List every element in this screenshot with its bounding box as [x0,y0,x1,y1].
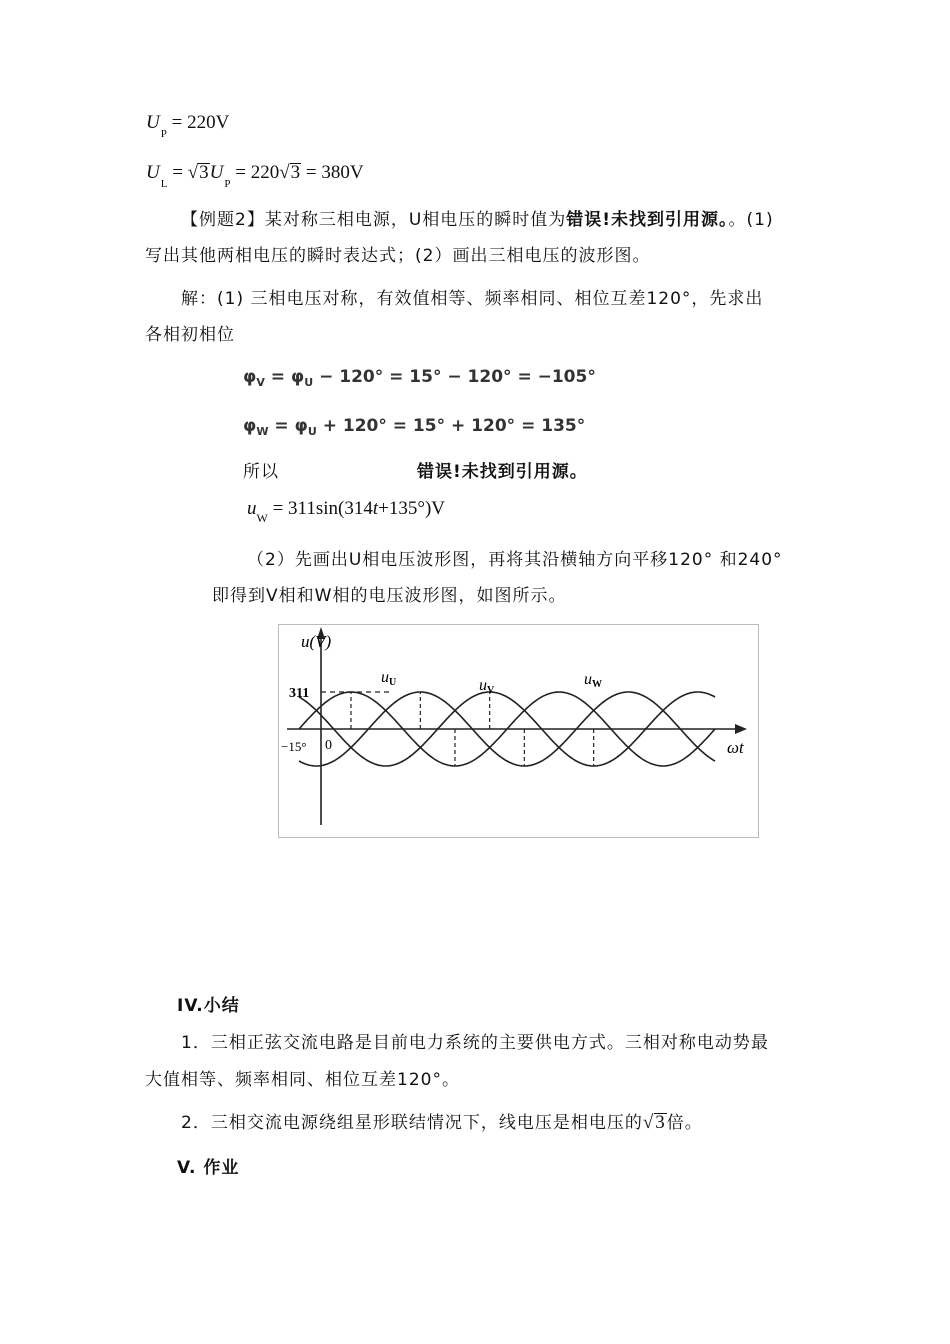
waveform-figure [278,624,759,838]
summary-p1-line1: 1．三相正弦交流电路是目前电力系统的主要供电方式。三相对称电动势最 [181,1033,769,1053]
neg15-label: −15° [281,739,307,754]
label-uu: uU [381,669,397,688]
phi-v-equation: $\varphi_V = \varphi_U - 120^\circ = 15^\circ - 120^\circ = -105^\circ$ [243,367,596,389]
waveform-svg [279,625,758,837]
uw-equation: $u_W = 311\sin(314t+135^\circ)V$ [247,498,445,525]
origin-label: 0 [325,738,332,753]
summary-p1-line2: 大值相等、频率相同、相位互差120°。 [145,1070,460,1090]
suoyi-label: 所以 [243,462,279,482]
part2-line-1: （2）先画出U相电压波形图，再将其沿横轴方向平移120° 和240° [247,550,783,570]
y-axis-label: u(V) [301,632,332,651]
summary-heading: IV.小结 [177,996,240,1016]
part2-line-2: 即得到V相和W相的电压波形图，如图所示。 [212,586,567,606]
example-line-1: 【例题2】某对称三相电源，U相电压的瞬时值为错误!未找到引用源。。(1) [181,210,774,230]
peak-label: 311 [289,686,310,701]
label-uw: uW [584,671,602,690]
label-uv: uV [479,677,495,696]
equation-up: $U_P = 220V$ [146,112,230,140]
phi-w-equation: $\varphi_W = \varphi_U + 120^\circ = 15^\circ + 120^\circ = 135^\circ$ [243,416,586,438]
x-axis-label: ωt [727,738,744,757]
error-reference: 错误!未找到引用源。 [566,210,729,230]
summary-p2: 2．三相交流电源绕组星形联结情况下，线电压是相电压的√3倍。 [181,1112,703,1133]
solution-line-2: 各相初相位 [145,325,235,345]
solution-line-1: 解：(1) 三相电压对称，有效值相等、频率相同、相位互差120°，先求出 [181,289,764,309]
error-reference-2: 错误!未找到引用源。 [417,462,588,482]
equation-ul: $U_L = √3U_P = 220√3 = 380V$ [146,162,364,190]
example-line-2: 写出其他两相电压的瞬时表达式；(2）画出三相电压的波形图。 [145,246,651,266]
homework-heading: V. 作业 [177,1158,240,1178]
x-axis-arrow [735,724,747,734]
